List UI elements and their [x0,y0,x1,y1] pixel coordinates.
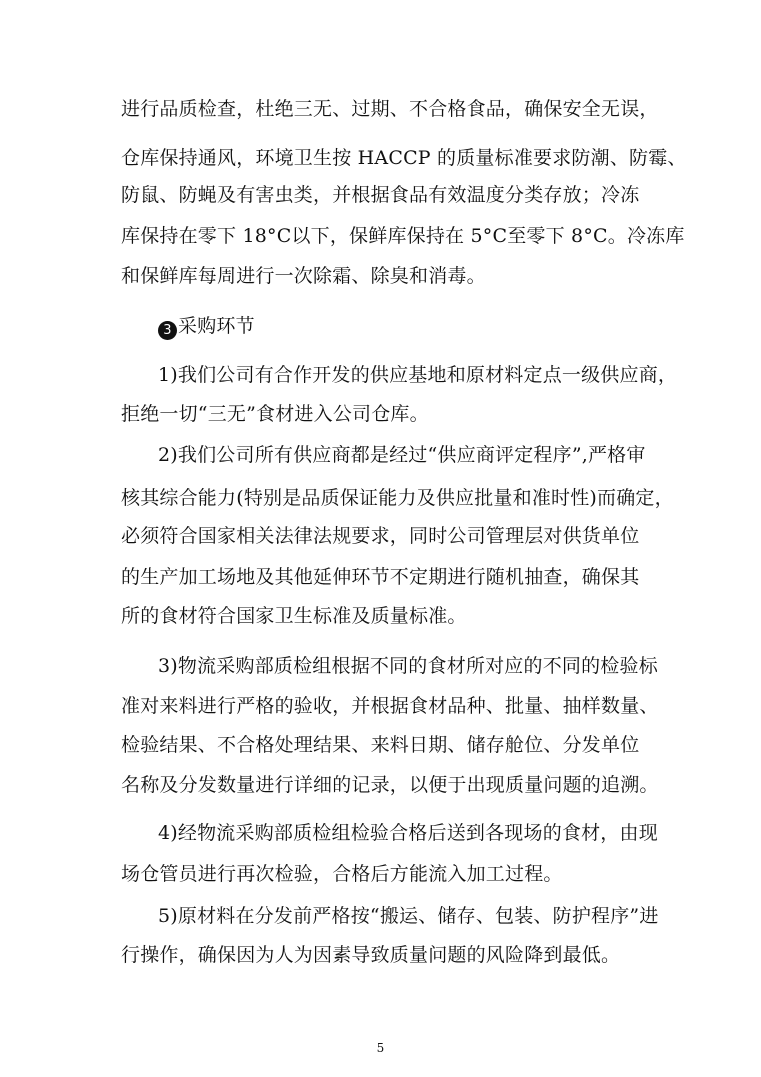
text-line: 仓库保持通风，环境卫生按 HACCP 的质量标准要求防潮、防霉、 [121,147,687,169]
text-line: 名称及分发数量进行详细的记录，以便于出现质量问题的追溯。 [121,774,659,796]
text-line: 进行品质检查，杜绝三无、过期、不合格食品，确保安全无误， [121,98,659,120]
text-line: 4)经物流采购部质检组检验合格后送到各现场的食材，由现 [158,822,658,844]
text-line: 库保持在零下 18°C以下，保鲜库保持在 5°C至零下 8°C。冷冻库 [121,225,685,247]
text-line: 5)原材料在分发前严格按“搬运、储存、包装、防护程序”进 [158,905,659,927]
text-line: 1)我们公司有合作开发的供应基地和原材料定点一级供应商， [158,364,678,386]
text-line: 拒绝一切“三无”食材进入公司仓库。 [121,403,429,425]
circled-number-icon: 3 [158,321,177,340]
text-line: 必须符合国家相关法律法规要求，同时公司管理层对供货单位 [121,525,640,547]
section-heading [158,314,255,340]
text-line: 和保鲜库每周进行一次除霜、除臭和消毒。 [121,265,486,287]
text-line: 防鼠、防蝇及有害虫类，并根据食品有效温度分类存放；冷冻 [121,184,640,206]
page-number: 5 [376,1041,385,1055]
text-line: 核其综合能力(特别是品质保证能力及供应批量和准时性)而确定， [121,487,674,509]
text-line: 检验结果、不合格处理结果、来料日期、储存舱位、分发单位 [121,734,640,756]
text-line: 场仓管员进行再次检验，合格后方能流入加工过程。 [121,863,563,885]
text-line: 所的食材符合国家卫生标准及质量标准。 [121,605,467,627]
text-line: 的生产加工场地及其他延伸环节不定期进行随机抽查，确保其 [121,566,640,588]
section-heading-title: 采购环节 [178,315,255,337]
text-line: 3)物流采购部质检组根据不同的食材所对应的不同的检验标 [158,655,658,677]
text-line: 行操作，确保因为人为因素导致质量问题的风险降到最低。 [121,944,621,966]
text-line: 准对来料进行严格的验收，并根据食材品种、批量、抽样数量、 [121,695,659,717]
text-line: 2)我们公司所有供应商都是经过“供应商评定程序”,严格审 [158,444,646,466]
